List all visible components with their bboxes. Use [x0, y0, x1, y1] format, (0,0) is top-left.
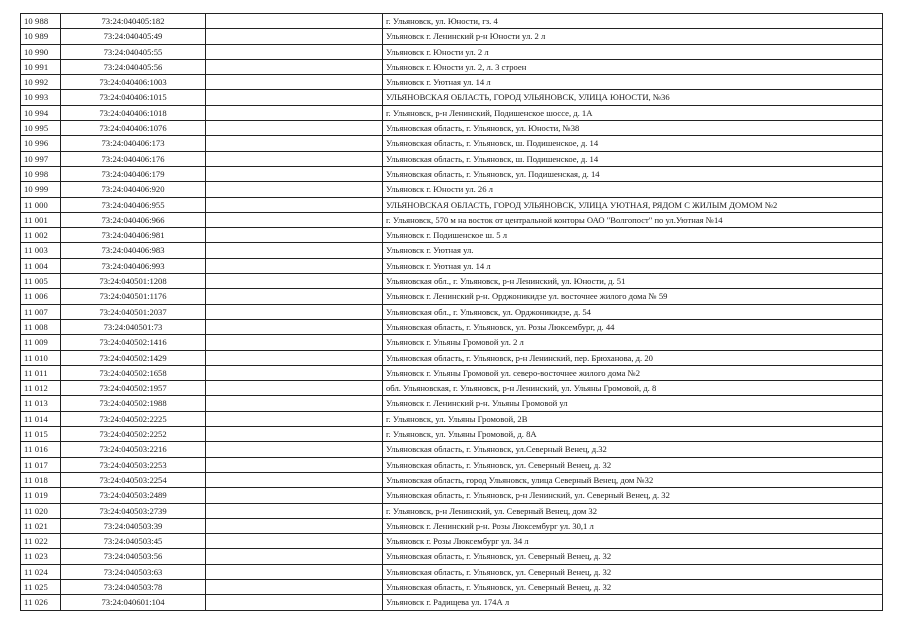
- row-number-cell: 10 994: [21, 105, 61, 120]
- table-row: [21, 564, 883, 579]
- table-row: [21, 411, 883, 426]
- cadastral-number-cell: 73:24:040501:2037: [61, 304, 206, 319]
- row-number-cell: 10 992: [21, 75, 61, 90]
- row-number-cell: 11 017: [21, 457, 61, 472]
- row-number-cell: 11 007: [21, 304, 61, 319]
- cadastral-number-cell: 73:24:040502:2225: [61, 411, 206, 426]
- table-row: [21, 442, 883, 457]
- table-row: [21, 396, 883, 411]
- address-cell: Ульяновская область, г. Ульяновск, ш. Подишенское, д. 14: [383, 151, 883, 166]
- registry-table-body: [21, 14, 883, 611]
- empty-cell: [206, 396, 383, 411]
- row-number-cell: 11 014: [21, 411, 61, 426]
- table-row: [21, 274, 883, 289]
- table-row: [21, 381, 883, 396]
- table-row: [21, 105, 883, 120]
- empty-cell: [206, 579, 383, 594]
- row-number-cell: 11 019: [21, 488, 61, 503]
- row-number-cell: 11 024: [21, 564, 61, 579]
- empty-cell: [206, 212, 383, 227]
- address-cell: Ульяновск г. Уютная ул. 14 л: [383, 75, 883, 90]
- row-number-cell: 11 016: [21, 442, 61, 457]
- address-cell: Ульяновск г. Подишенское ш. 5 л: [383, 228, 883, 243]
- table-row: [21, 319, 883, 334]
- address-cell: Ульяновская область, г. Ульяновск, ш. Подишенское, д. 14: [383, 136, 883, 151]
- address-cell: г. Ульяновск, р-н Ленинский, ул. Северный Венец, дом 32: [383, 503, 883, 518]
- table-row: [21, 29, 883, 44]
- cadastral-number-cell: 73:24:040406:993: [61, 258, 206, 273]
- row-number-cell: 11 025: [21, 579, 61, 594]
- cadastral-number-cell: 73:24:040406:179: [61, 166, 206, 181]
- cadastral-number-cell: 73:24:040405:55: [61, 44, 206, 59]
- address-cell: Ульяновск г. Уютная ул.: [383, 243, 883, 258]
- empty-cell: [206, 472, 383, 487]
- table-row: [21, 365, 883, 380]
- cadastral-number-cell: 73:24:040503:56: [61, 549, 206, 564]
- row-number-cell: 11 011: [21, 365, 61, 380]
- row-number-cell: 11 004: [21, 258, 61, 273]
- empty-cell: [206, 457, 383, 472]
- table-row: [21, 151, 883, 166]
- cadastral-number-cell: 73:24:040502:1988: [61, 396, 206, 411]
- row-number-cell: 11 021: [21, 518, 61, 533]
- cadastral-number-cell: 73:24:040405:182: [61, 14, 206, 29]
- row-number-cell: 10 998: [21, 166, 61, 181]
- table-row: [21, 350, 883, 365]
- empty-cell: [206, 411, 383, 426]
- table-row: [21, 595, 883, 610]
- address-cell: Ульяновск г. Ленинский р-н. Орджоникидзе ул. восточнее жилого дома № 59: [383, 289, 883, 304]
- address-cell: Ульяновск г. Ульяны Громовой ул. 2 л: [383, 335, 883, 350]
- row-number-cell: 11 012: [21, 381, 61, 396]
- table-row: [21, 182, 883, 197]
- table-row: [21, 518, 883, 533]
- empty-cell: [206, 59, 383, 74]
- table-row: [21, 549, 883, 564]
- empty-cell: [206, 182, 383, 197]
- cadastral-registry-table: [20, 13, 883, 611]
- empty-cell: [206, 166, 383, 181]
- address-cell: Ульяновская область, г. Ульяновск, ул. Северный Венец, д. 32: [383, 549, 883, 564]
- table-row: [21, 197, 883, 212]
- empty-cell: [206, 518, 383, 533]
- address-cell: Ульяновск г. Юности ул. 2, л. 3 строен: [383, 59, 883, 74]
- table-row: [21, 243, 883, 258]
- empty-cell: [206, 151, 383, 166]
- row-number-cell: 10 988: [21, 14, 61, 29]
- table-row: [21, 472, 883, 487]
- row-number-cell: 11 002: [21, 228, 61, 243]
- table-row: [21, 534, 883, 549]
- address-cell: г. Ульяновск, ул. Ульяны Громовой, 2В: [383, 411, 883, 426]
- address-cell: УЛЬЯНОВСКАЯ ОБЛАСТЬ, ГОРОД УЛЬЯНОВСК, УЛИЦА ЮНОСТИ, №36: [383, 90, 883, 105]
- empty-cell: [206, 427, 383, 442]
- row-number-cell: 11 022: [21, 534, 61, 549]
- address-cell: г. Ульяновск, р-н Ленинский, Подишенское шоссе, д. 1А: [383, 105, 883, 120]
- cadastral-number-cell: 73:24:040601:104: [61, 595, 206, 610]
- empty-cell: [206, 136, 383, 151]
- address-cell: Ульяновск г. Ленинский р-н Юности ул. 2 л: [383, 29, 883, 44]
- empty-cell: [206, 274, 383, 289]
- table-row: [21, 121, 883, 136]
- cadastral-number-cell: 73:24:040502:1416: [61, 335, 206, 350]
- row-number-cell: 11 013: [21, 396, 61, 411]
- empty-cell: [206, 442, 383, 457]
- empty-cell: [206, 228, 383, 243]
- empty-cell: [206, 564, 383, 579]
- row-number-cell: 11 003: [21, 243, 61, 258]
- address-cell: Ульяновская обл., г. Ульяновск, ул. Орджоникидзе, д. 54: [383, 304, 883, 319]
- address-cell: обл. Ульяновская, г. Ульяновск, р-н Ленинский, ул. Ульяны Громовой, д. 8: [383, 381, 883, 396]
- empty-cell: [206, 335, 383, 350]
- cadastral-number-cell: 73:24:040501:1176: [61, 289, 206, 304]
- cadastral-number-cell: 73:24:040502:1658: [61, 365, 206, 380]
- table-row: [21, 457, 883, 472]
- empty-cell: [206, 350, 383, 365]
- table-row: [21, 289, 883, 304]
- address-cell: Ульяновская область, г. Ульяновск, ул. Северный Венец, д. 32: [383, 579, 883, 594]
- empty-cell: [206, 121, 383, 136]
- cadastral-number-cell: 73:24:040406:920: [61, 182, 206, 197]
- cadastral-number-cell: 73:24:040503:2254: [61, 472, 206, 487]
- empty-cell: [206, 258, 383, 273]
- empty-cell: [206, 243, 383, 258]
- row-number-cell: 11 020: [21, 503, 61, 518]
- cadastral-number-cell: 73:24:040501:1208: [61, 274, 206, 289]
- cadastral-number-cell: 73:24:040503:63: [61, 564, 206, 579]
- cadastral-number-cell: 73:24:040405:56: [61, 59, 206, 74]
- row-number-cell: 11 009: [21, 335, 61, 350]
- address-cell: Ульяновск г. Юности ул. 26 л: [383, 182, 883, 197]
- empty-cell: [206, 304, 383, 319]
- table-row: [21, 44, 883, 59]
- address-cell: Ульяновск г. Уютная ул. 14 л: [383, 258, 883, 273]
- address-cell: Ульяновск г. Ульяны Громовой ул. северо-восточнее жилого дома №2: [383, 365, 883, 380]
- address-cell: Ульяновск г. Юности ул. 2 л: [383, 44, 883, 59]
- row-number-cell: 10 989: [21, 29, 61, 44]
- cadastral-number-cell: 73:24:040406:981: [61, 228, 206, 243]
- table-row: [21, 136, 883, 151]
- table-row: [21, 75, 883, 90]
- table-row: [21, 59, 883, 74]
- cadastral-number-cell: 73:24:040501:73: [61, 319, 206, 334]
- table-row: [21, 258, 883, 273]
- row-number-cell: 10 993: [21, 90, 61, 105]
- empty-cell: [206, 534, 383, 549]
- cadastral-number-cell: 73:24:040502:1429: [61, 350, 206, 365]
- cadastral-number-cell: 73:24:040406:1003: [61, 75, 206, 90]
- cadastral-number-cell: 73:24:040503:2216: [61, 442, 206, 457]
- table-row: [21, 166, 883, 181]
- address-cell: УЛЬЯНОВСКАЯ ОБЛАСТЬ, ГОРОД УЛЬЯНОВСК, УЛИЦА УЮТНАЯ, РЯДОМ С ЖИЛЫМ ДОМОМ №2: [383, 197, 883, 212]
- address-cell: Ульяновск г. Радищева ул. 174А л: [383, 595, 883, 610]
- table-row: [21, 304, 883, 319]
- document-page: [20, 13, 882, 611]
- row-number-cell: 11 005: [21, 274, 61, 289]
- cadastral-number-cell: 73:24:040406:1015: [61, 90, 206, 105]
- address-cell: Ульяновская область, г. Ульяновск, ул. Подишенская, д. 14: [383, 166, 883, 181]
- table-row: [21, 90, 883, 105]
- address-cell: Ульяновская область, г. Ульяновск, ул. Северный Венец, д. 32: [383, 457, 883, 472]
- cadastral-number-cell: 73:24:040406:983: [61, 243, 206, 258]
- cadastral-number-cell: 73:24:040406:955: [61, 197, 206, 212]
- cadastral-number-cell: 73:24:040406:176: [61, 151, 206, 166]
- cadastral-number-cell: 73:24:040406:966: [61, 212, 206, 227]
- row-number-cell: 10 999: [21, 182, 61, 197]
- table-row: [21, 14, 883, 29]
- empty-cell: [206, 319, 383, 334]
- cadastral-number-cell: 73:24:040503:45: [61, 534, 206, 549]
- table-row: [21, 335, 883, 350]
- table-row: [21, 212, 883, 227]
- empty-cell: [206, 29, 383, 44]
- address-cell: Ульяновск г. Ленинский р-н. Ульяны Громовой ул: [383, 396, 883, 411]
- row-number-cell: 10 997: [21, 151, 61, 166]
- row-number-cell: 11 010: [21, 350, 61, 365]
- empty-cell: [206, 549, 383, 564]
- row-number-cell: 11 023: [21, 549, 61, 564]
- empty-cell: [206, 44, 383, 59]
- cadastral-number-cell: 73:24:040503:78: [61, 579, 206, 594]
- address-cell: Ульяновская область, г. Ульяновск, ул. Северный Венец, д. 32: [383, 564, 883, 579]
- address-cell: Ульяновск г. Ленинский р-н. Розы Люксембург ул. 30,1 л: [383, 518, 883, 533]
- row-number-cell: 11 015: [21, 427, 61, 442]
- table-row: [21, 427, 883, 442]
- row-number-cell: 11 018: [21, 472, 61, 487]
- empty-cell: [206, 289, 383, 304]
- row-number-cell: 11 001: [21, 212, 61, 227]
- cadastral-number-cell: 73:24:040502:2252: [61, 427, 206, 442]
- cadastral-number-cell: 73:24:040503:2739: [61, 503, 206, 518]
- cadastral-number-cell: 73:24:040406:1076: [61, 121, 206, 136]
- table-row: [21, 503, 883, 518]
- address-cell: Ульяновская область, г. Ульяновск, ул. Юности, №38: [383, 121, 883, 136]
- empty-cell: [206, 105, 383, 120]
- empty-cell: [206, 595, 383, 610]
- empty-cell: [206, 381, 383, 396]
- row-number-cell: 10 996: [21, 136, 61, 151]
- cadastral-number-cell: 73:24:040406:173: [61, 136, 206, 151]
- table-row: [21, 228, 883, 243]
- cadastral-number-cell: 73:24:040503:39: [61, 518, 206, 533]
- address-cell: Ульяновская область, г. Ульяновск, р-н Ленинский, ул. Северный Венец, д. 32: [383, 488, 883, 503]
- row-number-cell: 11 026: [21, 595, 61, 610]
- address-cell: Ульяновская область, г. Ульяновск, ул.Северный Венец, д.32: [383, 442, 883, 457]
- cadastral-number-cell: 73:24:040503:2253: [61, 457, 206, 472]
- cadastral-number-cell: 73:24:040405:49: [61, 29, 206, 44]
- address-cell: Ульяновская обл., г. Ульяновск, р-н Ленинский, ул. Юности, д. 51: [383, 274, 883, 289]
- address-cell: Ульяновская область, г. Ульяновск, р-н Ленинский, пер. Брюханова, д. 20: [383, 350, 883, 365]
- empty-cell: [206, 365, 383, 380]
- address-cell: г. Ульяновск, ул. Юности, гз. 4: [383, 14, 883, 29]
- row-number-cell: 11 006: [21, 289, 61, 304]
- empty-cell: [206, 90, 383, 105]
- empty-cell: [206, 503, 383, 518]
- row-number-cell: 10 990: [21, 44, 61, 59]
- address-cell: Ульяновская область, город Ульяновск, улица Северный Венец, дом №32: [383, 472, 883, 487]
- row-number-cell: 11 008: [21, 319, 61, 334]
- row-number-cell: 10 995: [21, 121, 61, 136]
- row-number-cell: 10 991: [21, 59, 61, 74]
- cadastral-number-cell: 73:24:040503:2489: [61, 488, 206, 503]
- empty-cell: [206, 488, 383, 503]
- cadastral-number-cell: 73:24:040502:1957: [61, 381, 206, 396]
- address-cell: г. Ульяновск, ул. Ульяны Громовой, д. 8А: [383, 427, 883, 442]
- address-cell: Ульяновская область, г. Ульяновск, ул. Розы Люксембург, д. 44: [383, 319, 883, 334]
- empty-cell: [206, 197, 383, 212]
- cadastral-number-cell: 73:24:040406:1018: [61, 105, 206, 120]
- address-cell: г. Ульяновск, 570 м на восток от центральной конторы ОАО "Волгопост" по ул.Уютная №14: [383, 212, 883, 227]
- row-number-cell: 11 000: [21, 197, 61, 212]
- empty-cell: [206, 75, 383, 90]
- empty-cell: [206, 14, 383, 29]
- table-row: [21, 579, 883, 594]
- address-cell: Ульяновск г. Розы Люксембург ул. 34 л: [383, 534, 883, 549]
- table-row: [21, 488, 883, 503]
